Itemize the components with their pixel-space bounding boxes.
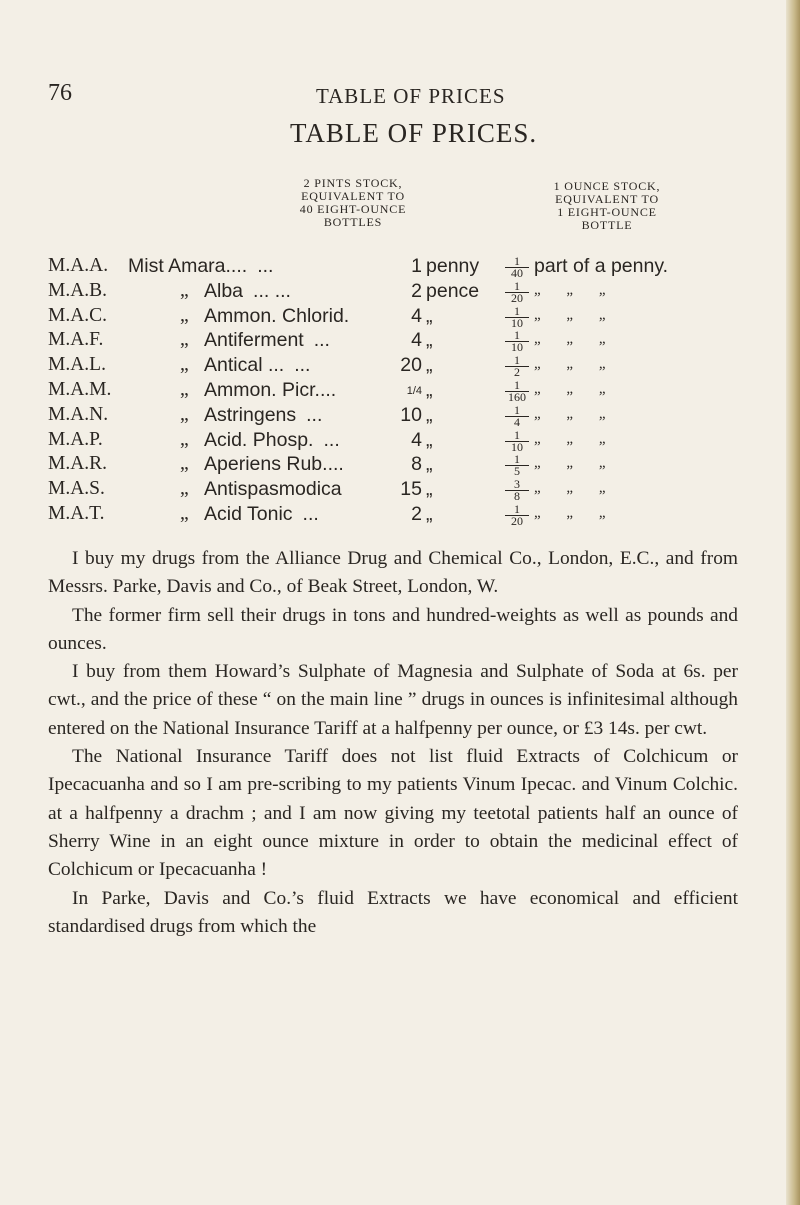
row-code: M.A.N. <box>48 403 109 425</box>
price-quantity-value: 10 <box>400 403 422 426</box>
page-number: 76 <box>48 80 72 106</box>
fraction-numerator: 1 <box>505 430 529 442</box>
fraction <box>505 278 529 305</box>
paragraph: The former firm sell their drugs in tons and hundred-weights as well as pounds and ounces. <box>48 604 738 654</box>
row-remark: „ „ „ <box>534 430 606 447</box>
table-title: TABLE OF PRICES. <box>290 118 538 148</box>
fraction-denominator: 20 <box>511 290 523 305</box>
fraction-numerator: 1 <box>505 380 529 392</box>
fraction-denominator: 40 <box>511 266 523 280</box>
drug-name-text: Aperiens Rub.... <box>204 453 344 476</box>
fraction <box>505 479 529 502</box>
ditto-mark: „ <box>180 428 189 450</box>
leader-dots: ... <box>257 255 274 277</box>
fraction <box>505 504 529 527</box>
body-text <box>48 545 738 941</box>
fraction-denominator: 10 <box>511 315 523 330</box>
fraction-numerator: 1 <box>505 330 529 342</box>
price-quantity <box>312 329 422 352</box>
fraction <box>505 303 529 330</box>
fraction-numerator: 1 <box>505 306 529 318</box>
ditto-mark: „ <box>180 279 189 301</box>
row-code: M.A.M. <box>48 379 112 400</box>
price-quantity-value: 2 <box>411 503 422 525</box>
fraction-denominator: 10 <box>511 439 523 454</box>
drug-name <box>204 354 310 377</box>
price-unit: „ <box>426 403 433 426</box>
column-header-line: 1 EIGHT-OUNCE <box>557 205 657 219</box>
row-code: M.A.P. <box>48 428 103 450</box>
paragraph: I buy from them Howard’s Sulphate of Magnesia and Sulphate of Soda at 6s. per cwt., and the price of these “ on the main line ” drugs in ounces is infinitesimal although entered on the National Insurance Tariff at a halfpenny per ounce, or £3 14s. per cwt. <box>48 661 738 739</box>
column-header-left <box>228 177 478 229</box>
drug-name-text: Alba <box>204 279 244 302</box>
page-edge <box>786 0 800 1205</box>
row-remark: „ „ „ <box>534 331 606 348</box>
price-unit: „ <box>426 304 433 327</box>
column-header-right <box>456 180 758 232</box>
leader-dots: ... ... <box>253 279 291 302</box>
column-header-line: 40 EIGHT-OUNCE <box>299 202 407 216</box>
drug-name-text: Mist Amara.... <box>128 255 248 277</box>
row-remark: „ „ „ <box>534 405 606 422</box>
row-code: M.A.A. <box>48 255 109 276</box>
row-code: M.A.B. <box>48 279 108 301</box>
drug-name-text: Antiferment <box>204 329 304 352</box>
price-quantity-value: 8 <box>411 453 422 476</box>
drug-name-text: Antical ... <box>204 354 285 377</box>
price-quantity <box>312 280 422 303</box>
fraction-numerator: 1 <box>505 355 529 367</box>
price-quantity-fraction: 1/4 <box>406 384 422 397</box>
paragraph: In Parke, Davis and Co.’s fluid Extracts we have economical and efficient standardised drugs from which the <box>48 887 738 937</box>
drug-name-text: Acid. Phosp. <box>204 428 314 451</box>
price-unit: „ <box>426 428 433 451</box>
row-code: M.A.L. <box>48 354 106 376</box>
price-unit: penny <box>426 255 480 277</box>
row-code: M.A.T. <box>48 503 105 524</box>
price-quantity <box>312 453 422 476</box>
leader-dots: ... <box>313 329 330 352</box>
price-quantity <box>312 503 422 526</box>
price-quantity <box>312 379 422 402</box>
fraction-numerator: 1 <box>505 454 529 466</box>
column-header-line: BOTTLES <box>323 215 383 229</box>
ditto-mark: „ <box>180 403 189 425</box>
row-code: M.A.C. <box>48 304 108 326</box>
price-unit: „ <box>426 379 433 401</box>
fraction-numerator: 1 <box>505 405 529 417</box>
drug-name-text: Antispasmodica <box>204 478 342 501</box>
paragraph: The National Insurance Tariff does not list fluid Extracts of Colchicum or Ipecacuanha and so I am pre-scribing to my patients Vinum Ipecac. and Vinum Colchic. at a halfpenny a drachm ; and I am now giving my teetotal patients half an ounce of Sherry Wine in an eight ounce mixture in order to obtain the medicinal effect of Colchicum or Ipecacuanha ! <box>48 746 738 881</box>
ditto-mark: „ <box>180 379 189 400</box>
ditto-mark: „ <box>180 503 189 524</box>
row-remark: part of a penny. <box>534 255 669 277</box>
fraction-numerator: 1 <box>505 281 529 293</box>
ditto-mark: „ <box>180 329 189 351</box>
fraction-numerator: 1 <box>505 504 529 516</box>
fraction-denominator: 20 <box>511 514 523 528</box>
ditto-mark: „ <box>180 304 189 326</box>
row-code: M.A.F. <box>48 329 104 351</box>
column-header-line: BOTTLE <box>581 218 633 232</box>
leader-dots: ... <box>294 354 311 377</box>
leader-dots: ... <box>306 403 323 426</box>
price-quantity-value: 4 <box>411 428 422 451</box>
price-quantity <box>312 354 422 377</box>
column-header-line: 2 PINTS STOCK, <box>303 176 403 190</box>
fraction <box>505 402 529 429</box>
drug-name-text: Ammon. Chlorid. <box>204 304 350 327</box>
fraction <box>505 256 529 279</box>
row-remark: „ „ „ <box>534 281 606 298</box>
fraction-denominator: 8 <box>514 489 520 504</box>
fraction <box>505 454 529 477</box>
fraction-denominator: 5 <box>514 464 520 479</box>
fraction-denominator: 10 <box>511 340 523 355</box>
drug-name-text: Acid Tonic <box>204 503 293 525</box>
row-remark: „ „ „ <box>534 480 606 497</box>
price-quantity <box>312 255 422 278</box>
drug-name-text: Astringens <box>204 403 297 426</box>
fraction <box>505 330 529 353</box>
fraction <box>505 355 529 378</box>
drug-name <box>204 404 322 427</box>
row-remark: „ „ „ <box>534 505 606 521</box>
fraction <box>505 380 529 403</box>
row-remark: „ „ „ <box>534 306 606 323</box>
paragraph: I buy my drugs from the Alliance Drug and Chemical Co., London, E.C., and from Messrs. Parke, Davis and Co., of Beak Street, London, W. <box>48 548 738 598</box>
leader-dots: ... <box>323 428 340 451</box>
price-unit: „ <box>426 329 433 352</box>
price-unit: „ <box>426 478 433 501</box>
price-quantity-value: 15 <box>400 478 422 501</box>
price-unit: „ <box>426 503 433 525</box>
fraction-denominator: 160 <box>508 390 526 404</box>
row-code: M.A.S. <box>48 478 105 500</box>
price-quantity-value: 20 <box>400 354 422 377</box>
ditto-mark: „ <box>180 478 189 500</box>
ditto-mark: „ <box>180 453 189 475</box>
row-remark: „ „ „ <box>534 381 606 397</box>
row-code: M.A.R. <box>48 453 108 475</box>
running-title: TABLE OF PRICES <box>316 84 506 108</box>
drug-name <box>204 280 291 303</box>
column-header-line: EQUIVALENT TO <box>301 189 405 203</box>
column-header-line: EQUIVALENT TO <box>555 192 659 206</box>
fraction-denominator: 2 <box>514 365 520 380</box>
price-unit: „ <box>426 354 433 377</box>
column-header-line: 1 OUNCE STOCK, <box>553 179 661 193</box>
price-quantity-value: 4 <box>411 329 422 352</box>
price-quantity <box>312 429 422 452</box>
fraction <box>505 427 529 454</box>
price-quantity <box>312 404 422 427</box>
ditto-mark: „ <box>180 354 189 376</box>
row-remark: „ „ „ <box>534 455 606 472</box>
drug-name <box>128 255 273 278</box>
fraction-denominator: 4 <box>514 414 520 429</box>
drug-name-text: Ammon. Picr.... <box>204 379 337 401</box>
price-quantity <box>312 478 422 501</box>
price-unit: „ <box>426 453 433 476</box>
fraction-numerator: 3 <box>505 479 529 491</box>
price-quantity-value: 2 <box>411 279 422 302</box>
price-unit: pence <box>426 279 480 302</box>
row-remark: „ „ „ <box>534 356 606 373</box>
leader-dots: ... <box>302 503 319 525</box>
fraction-numerator: 1 <box>505 256 529 268</box>
drug-name <box>204 503 319 526</box>
price-quantity <box>312 305 422 328</box>
price-quantity-value: 1 <box>411 255 422 277</box>
price-quantity-value: 4 <box>411 304 422 327</box>
